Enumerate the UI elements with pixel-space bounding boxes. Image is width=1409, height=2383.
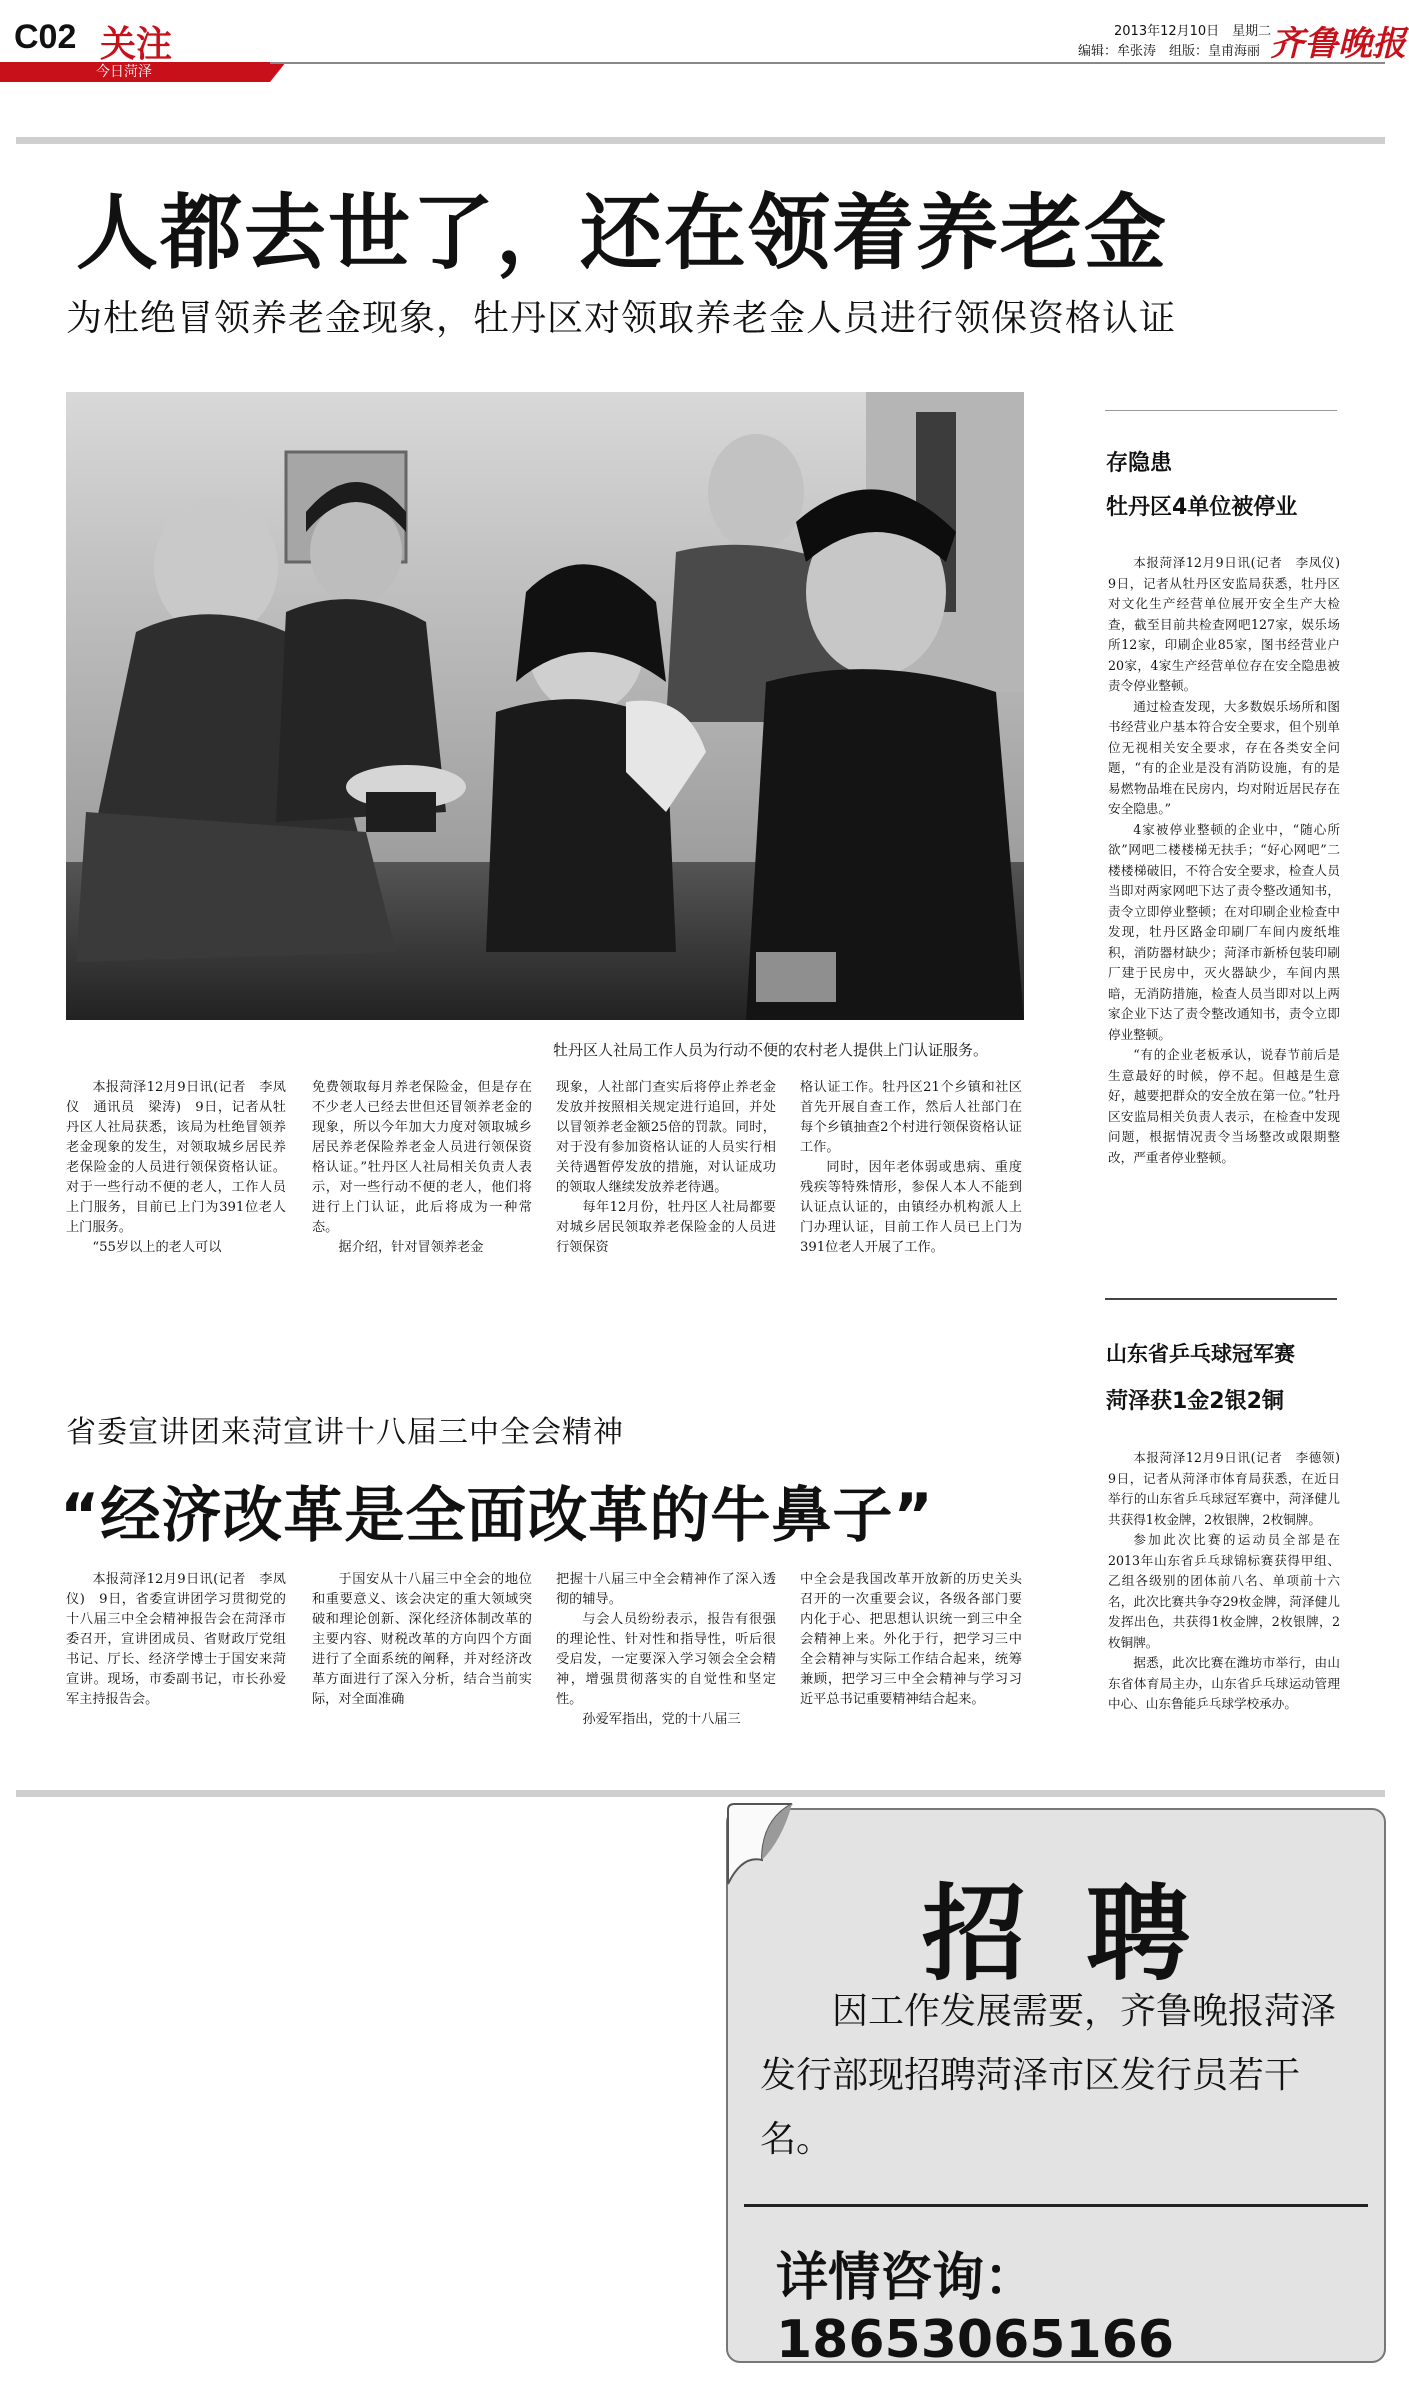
sidebar-title-1a: 存隐患 xyxy=(1106,451,1173,476)
paragraph: 通过检查发现，大多数娱乐场所和图书经营业户基本符合安全要求，但个别单位无视相关安全要求，存在各类安全问题，“有的企业是没有消防设施，有的是易燃物品堆在民房内，均对附近居民存在安全隐患。” xyxy=(1108,698,1340,816)
paragraph: 现象，人社部门查实后将停止养老金发放并按照相关规定进行追回，并处以冒领养老金额25倍的罚款。同时，对于没有参加资格认证的人员实行相关待遇暂停发放的措施，对认证成功的领取人继续发放养老待遇。 xyxy=(556,1080,776,1195)
sidebar-title-1b: 牡丹区4单位被停业 xyxy=(1106,495,1298,520)
paragraph: 本报菏泽12月9日讯(记者 李德领) 9日，记者从菏泽市体育局获悉，在近日举行的山东省乒乓球冠军赛中，菏泽健儿共获得1枚金牌，2枚银牌，2枚铜牌。 xyxy=(1108,1450,1353,1527)
paragraph: 孙爱军指出，党的十八届三 xyxy=(582,1712,741,1727)
paragraph: “55岁以上的老人可以 xyxy=(92,1240,222,1255)
page-code: C02 xyxy=(14,18,77,56)
paragraph: 与会人员纷纷表示，报告有很强的理论性、针对性和指导性，听后很受启发，一定要深入学习领会全会精神，增强贯彻落实的自觉性和坚定性。 xyxy=(556,1612,776,1707)
editor-credit: 编辑：牟张涛 组版：皇甫海丽 xyxy=(1078,44,1261,59)
section-title: 关注 xyxy=(100,24,173,65)
paragraph: 免费领取每月养老保险金，但是存在不少老人已经去世但还冒领养老金的现象，所以今年加大力度对领取城乡居民养老保险养老金人员进行领保资格认证。”牡丹区人社局相关负责人表示，对一些行动不便的老人，他们将进行上门认证，此后将成为一种常态。 xyxy=(312,1080,532,1235)
header-divider xyxy=(270,62,1385,64)
article-column-1 xyxy=(66,1078,286,1258)
article-column-3 xyxy=(556,1078,776,1258)
article2-column-1 xyxy=(66,1570,286,1710)
paragraph: 本报菏泽12月9日讯(记者 李凤仪) 9日，记者从牡丹区安监局获悉，牡丹区对文化生产经营单位展开安全生产大检查，截至目前共检查网吧127家，娱乐场所12家，印刷企业85家，图书经营业户20家，4家生产经营单位存在安全隐患被责令停业整顿。 xyxy=(1108,555,1353,693)
paragraph: 参加此次比赛的运动员全部是在2013年山东省乒乓球锦标赛获得甲组、乙组各级别的团体前八名、单项前十六名，此次比赛共争夺29枚金牌，菏泽健儿发挥出色，共获得1枚金牌，2枚银牌，2枚铜牌。 xyxy=(1108,1532,1340,1650)
article2-column-3 xyxy=(556,1570,776,1730)
paragraph: 同时，因年老体弱或患病、重度残疾等特殊情形，参保人本人不能到认证点认证的，由镇经办机构派人上门办理认证，目前工作人员已上门为391位老人开展了工作。 xyxy=(800,1160,1022,1255)
photo-caption: 牡丹区人社局工作人员为行动不便的农村老人提供上门认证服务。 xyxy=(553,1041,989,1059)
ad-body xyxy=(760,1980,1350,2172)
main-headline: 人都去世了，还在领着养老金 xyxy=(76,186,1169,281)
paragraph: 据介绍，针对冒领养老金 xyxy=(338,1240,484,1255)
ad-contact: 详情咨询：18653065166 xyxy=(776,2248,1174,2370)
newspaper-logo: 齐鲁晚报 xyxy=(1270,24,1406,64)
paragraph: 中全会是我国改革开放新的历史关头召开的一次重要会议，各级各部门要内化于心、把思想认识统一到三中全会精神上来。外化于行，把学习三中全会精神与实际工作结合起来，统筹兼顾，把学习三中全会精神与学习习近平总书记重要精神结合起来。 xyxy=(800,1572,1022,1707)
sidebar-article-2 xyxy=(1108,1448,1353,1715)
bottom-rule xyxy=(16,1790,1385,1797)
paragraph: 于国安从十八届三中全会的地位和重要意义、该会决定的重大领域突破和理论创新、深化经济体制改革的主要内容、财税改革的方向四个方面进行了全面系统的阐释，并对经济改革方面进行了深入分析，结合当前实际，对全面准确 xyxy=(312,1572,532,1707)
paragraph: 据悉，此次比赛在潍坊市举行，由山东省体育局主办，山东省乒乓球运动管理中心、山东鲁能乒乓球学校承办。 xyxy=(1108,1655,1340,1711)
paragraph: 4家被停业整顿的企业中，“随心所欲”网吧二楼楼梯无扶手；“好心网吧”二楼楼梯破旧，不符合安全要求，检查人员当即对两家网吧下达了责令整改通知书，责令立即停业整顿；在对印刷企业检查中发现，牡丹区路金印刷厂车间内废纸堆积，消防器材缺少；菏泽市新桥包装印刷厂建于民房中，灭火器缺少，车间内黑暗，无消防措施，检查人员当即对以上两家企业下达了责令整改通知书，责令立即停业整顿。 xyxy=(1108,821,1340,1042)
article-column-2 xyxy=(312,1078,532,1258)
paragraph: “有的企业老板承认，说春节前后是生意最好的时候，停不起。但越是生意好，越要把群众的安全放在第一位。”牡丹区安监局相关负责人表示，在检查中发现问题，根据情况责令当场整改或限期整改，严重者停业整顿。 xyxy=(1108,1047,1340,1165)
sidebar-title-2b: 菏泽获1金2银2铜 xyxy=(1106,1389,1284,1414)
ad-text: 因工作发展需要，齐鲁晚报菏泽发行部现招聘菏泽市区发行员若干名。 xyxy=(760,1991,1337,2160)
main-subhead: 为杜绝冒领养老金现象，牡丹区对领取养老金人员进行领保资格认证 xyxy=(66,298,1177,339)
article2-column-4 xyxy=(800,1570,1022,1710)
photo-scene xyxy=(66,392,1024,1020)
paragraph: 格认证工作。牡丹区21个乡镇和社区首先开展自查工作，然后人社部门在每个乡镇抽查2个村进行领保资格认证工作。 xyxy=(800,1080,1022,1155)
article-kicker: 省委宣讲团来菏宣讲十八届三中全会精神 xyxy=(66,1415,624,1450)
sidebar-divider xyxy=(1105,1298,1337,1300)
subsection-label: 今日菏泽 xyxy=(96,64,152,80)
issue-date: 2013年12月10日 星期二 xyxy=(1114,24,1272,39)
sidebar-title-2a: 山东省乒乓球冠军赛 xyxy=(1106,1342,1295,1366)
article2-column-2 xyxy=(312,1570,532,1710)
ad-divider xyxy=(744,2204,1368,2207)
sidebar-rule xyxy=(1105,410,1337,411)
paragraph: 本报菏泽12月9日讯(记者 李凤仪 通讯员 梁涛) 9日，记者从牡丹区人社局获悉，该局为杜绝冒领养老金现象的发生，对领取城乡居民养老保险金的人员进行领保资格认证。对于一些行动不便的老人，工作人员上门服务，目前已上门为391位老人上门服务。 xyxy=(66,1080,286,1235)
paragraph: 本报菏泽12月9日讯(记者 李凤仪) 9日，省委宣讲团学习贯彻党的十八届三中全会精神报告会在菏泽市委召开，宣讲团成员、省财政厅党组书记、厅长、经济学博士于国安来菏宣讲。现场，市委副书记，市长孙爱军主持报告会。 xyxy=(66,1572,286,1707)
paragraph: 把握十八届三中全会精神作了深入透彻的辅导。 xyxy=(556,1572,776,1607)
news-photo xyxy=(66,392,1024,1020)
article-headline: “经济改革是全面改革的牛鼻子” xyxy=(60,1481,934,1551)
top-rule xyxy=(16,137,1385,144)
ad-title: 招聘 xyxy=(921,1872,1250,1995)
paragraph: 每年12月份，牡丹区人社局都要对城乡居民领取养老保险金的人员进行领保资 xyxy=(556,1200,776,1255)
sidebar-article-1 xyxy=(1108,553,1353,1168)
article-column-4 xyxy=(800,1078,1022,1258)
